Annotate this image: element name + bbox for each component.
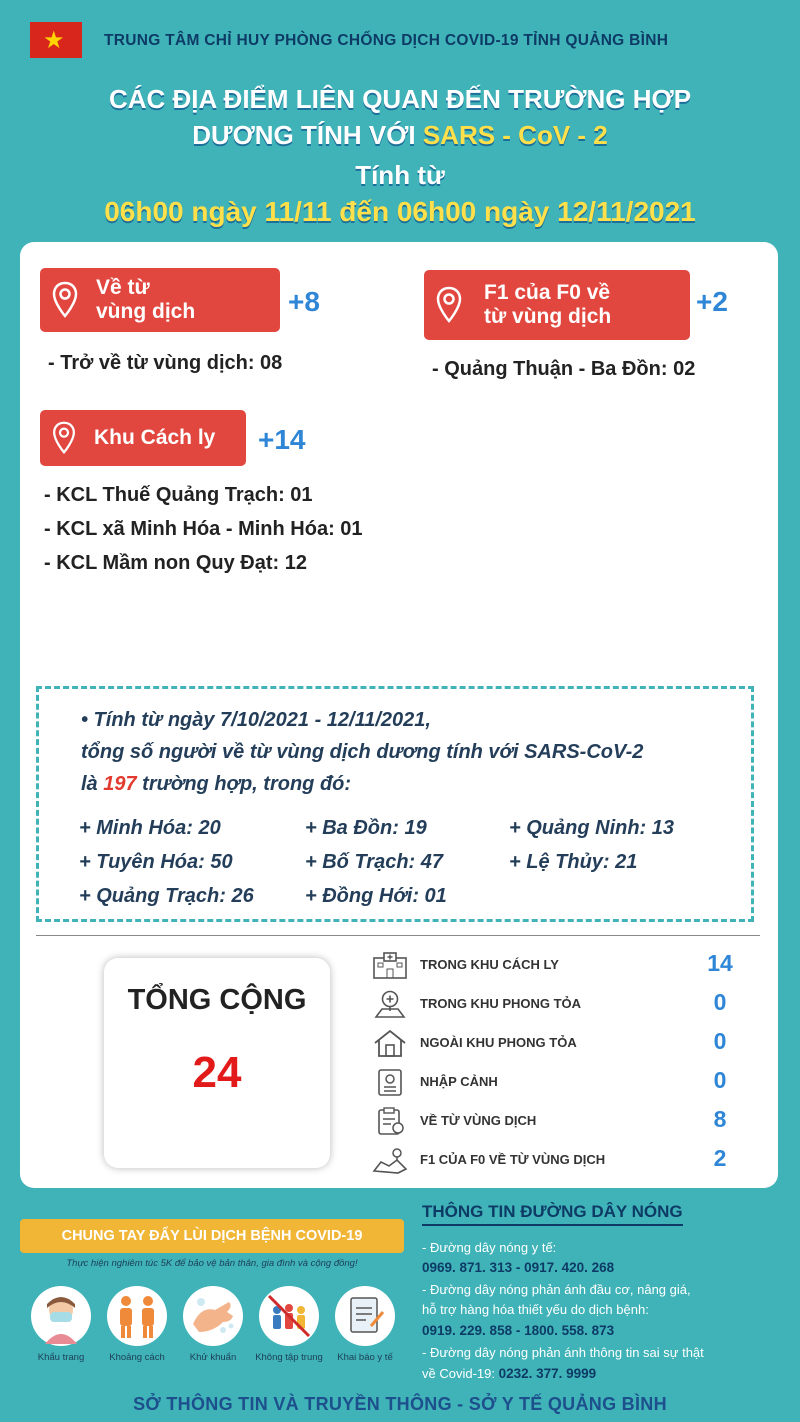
house-icon — [370, 1028, 410, 1058]
lockdown-pin-icon — [370, 989, 410, 1019]
hotline-number — [422, 1323, 614, 1338]
district-count: + Quảng Trạch: 26 — [79, 885, 254, 907]
badge-khu-cach-ly — [40, 410, 246, 466]
hotline-number-text: 0232. 377. 9999 — [498, 1366, 597, 1381]
total-box — [104, 958, 330, 1168]
date-range: 06h00 ngày 11/11 đến 06h00 ngày 12/11/2021 — [104, 196, 696, 227]
rule-khai-bao-y-te — [324, 1286, 406, 1363]
stat-label: F1 CỦA F0 VỀ TỪ VÙNG DỊCH — [420, 1152, 606, 1167]
stat-value: 0 — [713, 989, 727, 1015]
district-count: + Lệ Thủy: 21 — [509, 851, 638, 873]
district-count: + Tuyên Hóa: 50 — [79, 851, 233, 873]
location-pin-icon — [52, 281, 78, 319]
stat-row-f1-cua-f0 — [370, 1145, 760, 1175]
rule-caption: Khai báo y tế — [337, 1352, 393, 1363]
stat-row-trong-khu-cach-ly — [370, 950, 760, 980]
cumulative-line-1: • Tính từ ngày 7/10/2021 - 12/11/2021, — [81, 709, 431, 731]
badge-label-line-1: Về từ — [96, 276, 150, 299]
count-khu-cach-ly: +14 — [258, 424, 306, 455]
count-f1-cua-f0: +2 — [696, 286, 728, 317]
list-item: - KCL Thuế Quảng Trạch: 01 — [44, 484, 313, 506]
location-pin-icon — [52, 421, 76, 455]
stat-label: VỀ TỪ VÙNG DỊCH — [420, 1113, 537, 1128]
divider — [36, 935, 760, 936]
stat-row-ngoai-khu-phong-toa — [370, 1028, 760, 1058]
list-item: - KCL Mầm non Quy Đạt: 12 — [44, 552, 307, 574]
campaign-motto: Thực hiện nghiêm túc 5K để bảo vệ bản thân, gia đình và cộng đồng! — [66, 1258, 358, 1269]
list-item: - Trở về từ vùng dịch: 08 — [48, 352, 283, 374]
rule-caption: Không tập trung — [255, 1352, 323, 1363]
hotline-label — [422, 1366, 596, 1381]
list-item: - KCL xã Minh Hóa - Minh Hóa: 01 — [44, 518, 363, 540]
hotline-title: THÔNG TIN ĐƯỜNG DÂY NÓNG — [422, 1202, 683, 1226]
badge-label-line-1: F1 của F0 về — [484, 281, 611, 304]
stat-value: 0 — [713, 1028, 727, 1054]
clipboard-icon — [370, 1106, 410, 1136]
hotline-label: - Đường dây nóng phản ánh đầu cơ, nâng giá, — [422, 1282, 691, 1297]
hand-wash-icon — [183, 1286, 243, 1346]
passport-icon — [370, 1067, 410, 1097]
hotline-number-text: 0919. 229. 858 - 1800. 558. 873 — [422, 1323, 615, 1338]
cumulative-line-3-prefix: là — [81, 773, 104, 795]
district-count: + Ba Đồn: 19 — [305, 817, 427, 839]
hospital-icon — [370, 950, 410, 980]
rule-caption: Khoảng cách — [109, 1352, 165, 1363]
stat-label: NHẬP CẢNH — [420, 1074, 498, 1089]
cumulative-line-2: tổng số người về từ vùng dịch dương tính với SARS-CoV-2 — [81, 741, 644, 763]
cumulative-line-3 — [81, 773, 351, 796]
stat-label: TRONG KHU CÁCH LY — [420, 957, 559, 972]
title-line-2-prefix: DƯƠNG TÍNH VỚI — [192, 120, 423, 150]
total-label: TỔNG CỘNG — [127, 984, 307, 1016]
location-pin-icon — [436, 286, 462, 324]
campaign-banner: CHUNG TAY ĐẨY LÙI DỊCH BỆNH COVID-19 — [20, 1219, 404, 1253]
footer: SỞ THÔNG TIN VÀ TRUYỀN THÔNG - SỞ Y TẾ QUẢNG BÌNH — [133, 1394, 667, 1414]
hotline-label-text: về Covid-19: — [422, 1366, 499, 1381]
rule-khong-tap-trung — [248, 1286, 330, 1363]
stat-value: 8 — [713, 1106, 727, 1132]
no-crowd-icon — [259, 1286, 319, 1346]
hotline-label: hỗ trợ hàng hóa thiết yếu do dịch bệnh: — [422, 1302, 649, 1317]
vietnam-flag — [30, 22, 82, 58]
badge-label: Khu Cách ly — [94, 426, 216, 449]
badge-label-line-2: từ vùng dịch — [484, 305, 612, 328]
sars-cov-2-label: SARS - CoV - 2 — [422, 120, 608, 150]
rule-khu-khuan — [172, 1286, 254, 1363]
title-line-3: Tính từ — [355, 160, 445, 190]
cumulative-total-number: 197 — [103, 773, 137, 795]
hotline-number-text: 0969. 871. 313 - 0917. 420. 268 — [422, 1260, 615, 1275]
list-item: - Quảng Thuận - Ba Đồn: 02 — [432, 358, 696, 380]
rule-caption: Khẩu trang — [37, 1352, 85, 1363]
stat-value: 2 — [713, 1145, 727, 1171]
map-icon — [370, 1145, 410, 1175]
total-value: 24 — [192, 1048, 242, 1097]
stat-label: NGOÀI KHU PHONG TỎA — [420, 1035, 577, 1050]
badge-f1-cua-f0 — [424, 270, 690, 340]
hotline-label: - Đường dây nóng phản ánh thông tin sai sự thật — [422, 1345, 704, 1360]
hotline-number — [422, 1260, 614, 1275]
distance-icon — [107, 1286, 167, 1346]
cumulative-box — [36, 686, 754, 922]
face-mask-icon — [31, 1286, 91, 1346]
health-declaration-icon — [335, 1286, 395, 1346]
stat-label: TRONG KHU PHONG TỎA — [420, 996, 582, 1011]
district-count: + Quảng Ninh: 13 — [509, 817, 675, 839]
rule-khau-trang — [20, 1286, 102, 1363]
title-line-2 — [0, 120, 800, 151]
title-line-1: CÁC ĐỊA ĐIỂM LIÊN QUAN ĐẾN TRƯỜNG HỢP — [108, 84, 692, 114]
district-count: + Minh Hóa: 20 — [79, 817, 221, 839]
stat-row-nhap-canh — [370, 1067, 760, 1097]
rule-khoang-cach — [96, 1286, 178, 1363]
hotline-label: - Đường dây nóng y tế: — [422, 1240, 557, 1255]
badge-label-line-2: vùng dịch — [96, 300, 196, 323]
organization-name: TRUNG TÂM CHỈ HUY PHÒNG CHỐNG DỊCH COVID-19 TỈNH QUẢNG BÌNH — [104, 32, 669, 49]
stat-row-ve-tu-vung-dich — [370, 1106, 760, 1136]
star-icon: ★ — [43, 26, 65, 54]
badge-ve-tu-vung-dich — [40, 268, 280, 332]
cumulative-line-3-suffix: trường hợp, trong đó: — [136, 773, 352, 795]
stat-row-trong-khu-phong-toa — [370, 989, 760, 1019]
district-count: + Bố Trạch: 47 — [305, 851, 444, 873]
rule-caption: Khử khuẩn — [189, 1352, 237, 1363]
stat-value: 0 — [713, 1067, 727, 1093]
district-count: + Đồng Hới: 01 — [305, 885, 447, 907]
stat-value: 14 — [707, 950, 733, 976]
count-ve-tu-vung-dich: +8 — [288, 286, 320, 317]
